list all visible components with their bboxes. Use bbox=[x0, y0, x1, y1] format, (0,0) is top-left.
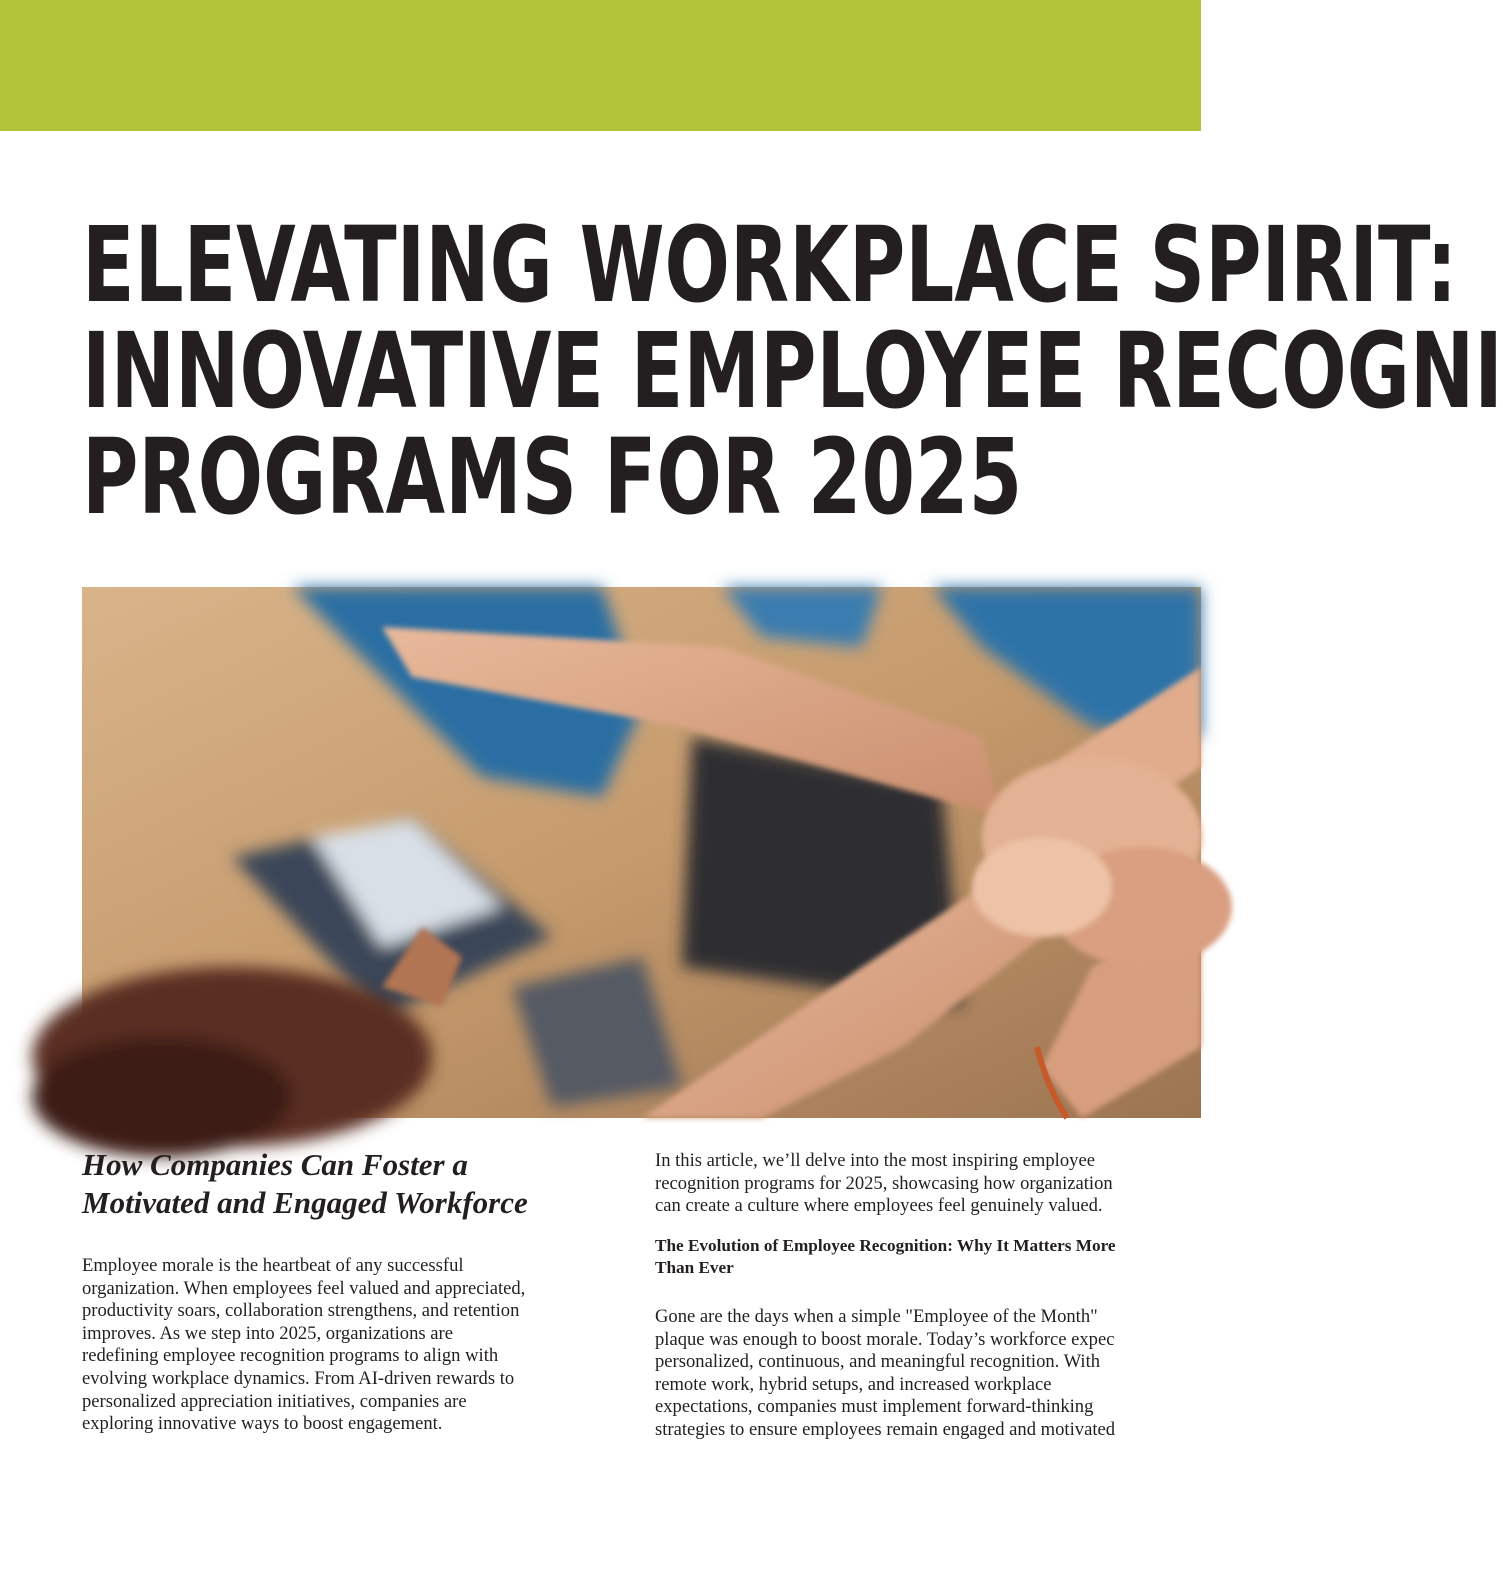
paragraph-line: improves. As we step into 2025, organizations are bbox=[82, 1322, 453, 1344]
headline-line: ELEVATING WORKPLACE SPIRIT: bbox=[82, 204, 1458, 326]
paragraph-line: can create a culture where employees feel genuinely valued. bbox=[655, 1195, 1103, 1217]
paragraph-line: organization. When employees feel valued and appreciated, bbox=[82, 1277, 526, 1299]
paragraph-line: recognition programs for 2025, showcasing how organization bbox=[655, 1172, 1113, 1194]
paragraph-line: productivity soars, collaboration strengthens, and retention bbox=[82, 1300, 520, 1322]
subheading-line: Motivated and Engaged Workforce bbox=[82, 1185, 528, 1220]
hero-image bbox=[82, 587, 1201, 1118]
paragraph-line: expectations, companies must implement forward-thinking bbox=[655, 1396, 1094, 1418]
paragraph-line: personalized appreciation initiatives, companies are bbox=[82, 1390, 467, 1412]
paragraph-line: remote work, hybrid setups, and increased workplace bbox=[655, 1373, 1052, 1395]
headline-line: INNOVATIVE EMPLOYEE RECOGNI bbox=[82, 310, 1503, 432]
paragraph-line: Employee morale is the heartbeat of any successful bbox=[82, 1255, 464, 1276]
article-headline bbox=[82, 204, 1503, 538]
section-heading bbox=[655, 1235, 1215, 1280]
paragraph-line: plaque was enough to boost morale. Today’s workforce expec bbox=[655, 1328, 1115, 1350]
article-subheading bbox=[82, 1146, 622, 1222]
section-paragraph bbox=[655, 1306, 1215, 1442]
subheading-line: How Companies Can Foster a bbox=[82, 1147, 468, 1182]
paragraph-line: Gone are the days when a simple "Employee of the Month" bbox=[655, 1305, 1098, 1327]
headline-line: PROGRAMS FOR 2025 bbox=[82, 416, 1023, 538]
paragraph-line: redefining employee recognition programs to align with bbox=[82, 1345, 499, 1367]
paragraph-line: evolving workplace dynamics. From AI-driven rewards to bbox=[82, 1367, 515, 1389]
paragraph-line: In this article, we’ll delve into the most inspiring employee bbox=[655, 1150, 1095, 1171]
right-column bbox=[655, 1150, 1215, 1442]
team-hands-photo-icon bbox=[82, 587, 1201, 1118]
paragraph-line: strategies to ensure employees remain engaged and motivated bbox=[655, 1418, 1116, 1440]
header-color-band bbox=[0, 0, 1201, 131]
paragraph-line: personalized, continuous, and meaningful recognition. With bbox=[655, 1351, 1101, 1373]
article-intro-paragraph bbox=[655, 1150, 1215, 1218]
heading-line: Than Ever bbox=[655, 1258, 734, 1278]
intro-paragraph bbox=[82, 1255, 627, 1436]
heading-line: The Evolution of Employee Recognition: Why It Matters More bbox=[655, 1235, 1116, 1255]
paragraph-line: exploring innovative ways to boost engagement. bbox=[82, 1413, 443, 1435]
